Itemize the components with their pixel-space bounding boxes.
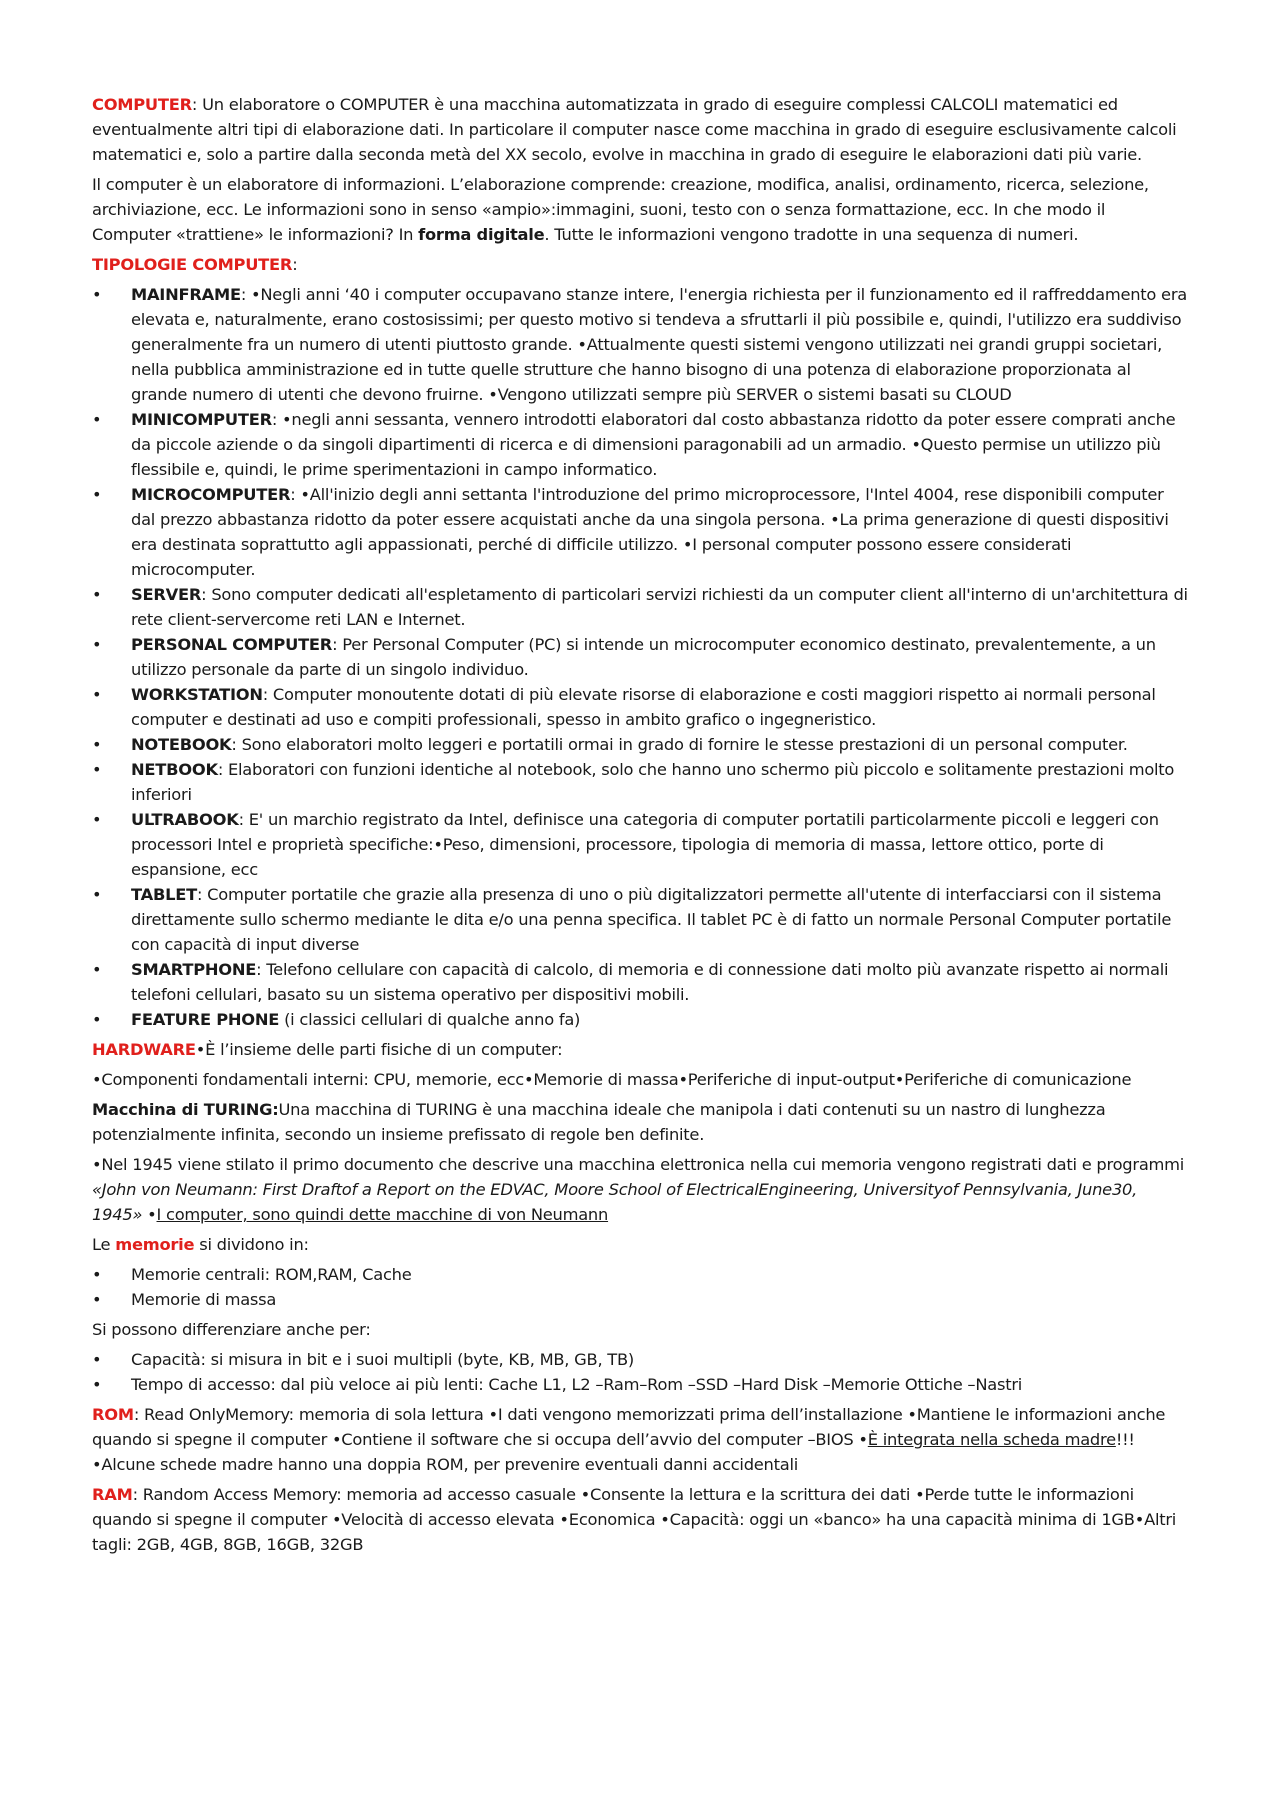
bullet-icon: • <box>92 885 102 904</box>
neumann-text: •Nel 1945 viene stilato il primo documento che descrive una macchina elettronica nella cui memoria vengono registrati dati e programmi <box>92 1155 1185 1174</box>
list-item-text: Memorie centrali: ROM,RAM, Cache <box>131 1265 412 1284</box>
rom-text-end: !!!•Alcune schede madre hanno una doppia ROM, per prevenire eventuali danni accidentali <box>92 1430 1135 1474</box>
ram-text: : Random Access Memory: memoria ad accesso casuale •Consente la lettura e la scrittura dei dati •Perde tutte le informazioni quando si spegne il computer •Velocità di accesso elevata •Economica •Capacità: oggi un «banco» ha una capacità minima di 1GB•Altri tagli: 2GB, 4GB, 8GB, 16GB, 32GB <box>92 1485 1177 1554</box>
rom-text: : Read OnlyMemory: memoria di sola lettura •I dati vengono memorizzati prima dell’installazione •Mantiene le informazioni anche quando si spegne il computer •Contiene il software che si occupa dell’avvio del computer –BIOS • <box>92 1405 1166 1449</box>
list-item-term: SMARTPHONE <box>131 960 257 979</box>
bullet-icon: • <box>92 760 102 779</box>
list-item-term: ULTRABOOK <box>131 810 239 829</box>
list-item-text: : Computer portatile che grazie alla presenza di uno o più digitalizzatori permette all'utente di interfacciarsi con il sistema direttamente sullo schermo mediante le dita e/o una penna specifica. Il tablet PC è di fatto un normale Personal Computer portatile con capacità di input diverse <box>131 885 1172 954</box>
memorie-prefix: Le <box>92 1235 116 1254</box>
list-item-text: Capacità: si misura in bit e i suoi multipli (byte, KB, MB, GB, TB) <box>131 1350 635 1369</box>
list-item <box>92 757 1188 807</box>
info-bold: forma digitale <box>418 225 545 244</box>
tipologie-list <box>92 282 1188 1032</box>
memorie-diff-list <box>92 1347 1188 1397</box>
hardware-paragraph <box>92 1037 1188 1062</box>
memorie-diff-intro: Si possono differenziare anche per: <box>92 1320 371 1339</box>
hardware-term: HARDWARE <box>92 1040 196 1059</box>
list-item-term: MINICOMPUTER <box>131 410 272 429</box>
bullet-icon: • <box>92 1290 102 1309</box>
list-item <box>92 882 1188 957</box>
hardware-components: •Componenti fondamentali interni: CPU, memorie, ecc•Memorie di massa•Periferiche di input-output•Periferiche di comunicazione <box>92 1070 1132 1089</box>
bullet-icon: • <box>92 1375 102 1394</box>
list-item-text: : •All'inizio degli anni settanta l'introduzione del primo microprocessore, l'Intel 4004, rese disponibili computer dal prezzo abbastanza ridotto da poter essere acquistati anche da una singola persona. •La prima generazione di questi dispositivi era destinata soprattutto agli appassionati, perché di difficile utilizzo. •I personal computer possono essere considerati microcomputer. <box>131 485 1169 579</box>
bullet-icon: • <box>92 960 102 979</box>
tipologie-heading <box>92 252 1188 277</box>
list-item-term: WORKSTATION <box>131 685 263 704</box>
list-item-text: : •Negli anni ‘40 i computer occupavano stanze intere, l'energia richiesta per il funzionamento ed il raffreddamento era elevata e, naturalmente, erano costosissimi; per questo motivo si tendeva a sfruttarli il più possibile e, quindi, l'utilizzo era suddiviso generalmente fra un numero di utenti piuttosto grande. •Attualmente questi sistemi vengono utilizzati nei grandi gruppi societari, nella pubblica amministrazione ed in tutte quelle strutture che hanno bisogno di una potenza di elaborazione proporzionata al grande numero di utenti che devono fruirne. •Vengono utilizzati sempre più SERVER o sistemi basati su CLOUD <box>131 285 1187 404</box>
bullet-icon: • <box>92 1350 102 1369</box>
rom-paragraph <box>92 1402 1188 1477</box>
bullet-icon: • <box>92 410 102 429</box>
list-item <box>92 1372 1188 1397</box>
list-item-term: NOTEBOOK <box>131 735 232 754</box>
neumann-separator: • <box>142 1205 157 1224</box>
list-item <box>92 482 1188 582</box>
bullet-icon: • <box>92 585 102 604</box>
rom-underline: È integrata nella scheda madre <box>867 1430 1116 1449</box>
list-item-term: PERSONAL COMPUTER <box>131 635 333 654</box>
list-item-text: Memorie di massa <box>131 1290 277 1309</box>
list-item <box>92 582 1188 632</box>
bullet-icon: • <box>92 810 102 829</box>
ram-paragraph <box>92 1482 1188 1557</box>
list-item <box>92 1287 1188 1312</box>
list-item-text: : Elaboratori con funzioni identiche al notebook, solo che hanno uno schermo più piccolo e solitamente prestazioni molto inferiori <box>131 760 1175 804</box>
turing-text: Una macchina di TURING è una macchina ideale che manipola i dati contenuti su un nastro di lunghezza potenzialmente infinita, secondo un insieme prefissato di regole ben definite. <box>92 1100 1106 1144</box>
memorie-term: memorie <box>115 1235 195 1254</box>
computer-text: : Un elaboratore o COMPUTER è una macchina automatizzata in grado di eseguire complessi CALCOLI matematici ed eventualmente altri tipi di elaborazione dati. In particolare il computer nasce come macchina in grado di eseguire esclusivamente calcoli matematici e, solo a partire dalla seconda metà del XX secolo, evolve in macchina in grado di eseguire le elaborazioni dati più varie. <box>92 95 1177 164</box>
memorie-heading <box>92 1232 1188 1257</box>
list-item-text: : Per Personal Computer (PC) si intende un microcomputer economico destinato, prevalentemente, a un utilizzo personale da parte di un singolo individuo. <box>131 635 1156 679</box>
tipologie-suffix: : <box>292 255 298 274</box>
info-paragraph <box>92 172 1188 247</box>
neumann-citation: «John von Neumann: First Draftof a Report on the EDVAC, Moore School of ElectricalEngineering, Universityof Pennsylvania, June30, 1945» <box>92 1180 1138 1224</box>
info-text: Il computer è un elaboratore di informazioni. L’elaborazione comprende: creazione, modifica, analisi, ordinamento, ricerca, selezione, archiviazione, ecc. Le informazioni sono in senso «ampio»:immagini, suoni, testo con o senza formattazione, ecc. In che modo il Computer «trattiene» le informazioni? In <box>92 175 1149 244</box>
memorie-list <box>92 1262 1188 1312</box>
list-item-text: : Computer monoutente dotati di più elevate risorse di elaborazione e costi maggiori rispetto ai normali personal computer e destinati ad uso e compiti professionali, spesso in ambito grafico o ingegneristico. <box>131 685 1156 729</box>
bullet-icon: • <box>92 735 102 754</box>
list-item-term: TABLET <box>131 885 197 904</box>
list-item <box>92 1007 1188 1032</box>
list-item <box>92 807 1188 882</box>
list-item-term: MICROCOMPUTER <box>131 485 291 504</box>
computer-term: COMPUTER <box>92 95 192 114</box>
list-item <box>92 632 1188 682</box>
bullet-icon: • <box>92 285 102 304</box>
list-item <box>92 682 1188 732</box>
memorie-suffix: si dividono in: <box>194 1235 309 1254</box>
neumann-paragraph <box>92 1152 1188 1227</box>
bullet-icon: • <box>92 485 102 504</box>
list-item-term: NETBOOK <box>131 760 218 779</box>
list-item <box>92 407 1188 482</box>
list-item-text: : E' un marchio registrato da Intel, definisce una categoria di computer portatili particolarmente piccoli e leggeri con processori Intel e proprietà specifiche:•Peso, dimensioni, processore, tipologia di memoria di massa, lettore ottico, porte di espansione, ecc <box>131 810 1159 879</box>
list-item-text: Tempo di accesso: dal più veloce ai più lenti: Cache L1, L2 –Ram–Rom –SSD –Hard Disk –Memorie Ottiche –Nastri <box>131 1375 1023 1394</box>
list-item-text: : Sono elaboratori molto leggeri e portatili ormai in grado di fornire le stesse prestazioni di un personal computer. <box>231 735 1128 754</box>
list-item <box>92 1347 1188 1372</box>
bullet-icon: • <box>92 685 102 704</box>
list-item-text: (i classici cellulari di qualche anno fa) <box>279 1010 581 1029</box>
rom-term: ROM <box>92 1405 134 1424</box>
list-item-text: : •negli anni sessanta, vennero introdotti elaboratori dal costo abbastanza ridotto da poter essere comprati anche da piccole aziende o da singoli dipartimenti di ricerca e di dimensioni paragonabili ad un armadio. •Questo permise un utilizzo più flessibile e, quindi, le prime sperimentazioni in campo informatico. <box>131 410 1176 479</box>
computer-paragraph <box>92 92 1188 167</box>
list-item-term: MAINFRAME <box>131 285 241 304</box>
list-item <box>92 957 1188 1007</box>
ram-term: RAM <box>92 1485 133 1504</box>
list-item <box>92 282 1188 407</box>
bullet-icon: • <box>92 635 102 654</box>
bullet-icon: • <box>92 1265 102 1284</box>
tipologie-term: TIPOLOGIE COMPUTER <box>92 255 293 274</box>
bullet-icon: • <box>92 1010 102 1029</box>
turing-term: Macchina di TURING: <box>92 1100 279 1119</box>
list-item-term: FEATURE PHONE <box>131 1010 280 1029</box>
hardware-text: •È l’insieme delle parti fisiche di un computer: <box>195 1040 563 1059</box>
neumann-underline: I computer, sono quindi dette macchine di von Neumann <box>156 1205 609 1224</box>
turing-paragraph <box>92 1097 1188 1147</box>
list-item-text: : Telefono cellulare con capacità di calcolo, di memoria e di connessione dati molto più avanzate rispetto ai normali telefoni cellulari, basato su un sistema operativo per dispositivi mobili. <box>131 960 1169 1004</box>
info-text-end: . Tutte le informazioni vengono tradotte in una sequenza di numeri. <box>544 225 1079 244</box>
list-item-term: SERVER <box>131 585 202 604</box>
list-item <box>92 1262 1188 1287</box>
list-item-text: : Sono computer dedicati all'espletamento di particolari servizi richiesti da un computer client all'interno di un'architettura di rete client-servercome reti LAN e Internet. <box>131 585 1188 629</box>
list-item <box>92 732 1188 757</box>
